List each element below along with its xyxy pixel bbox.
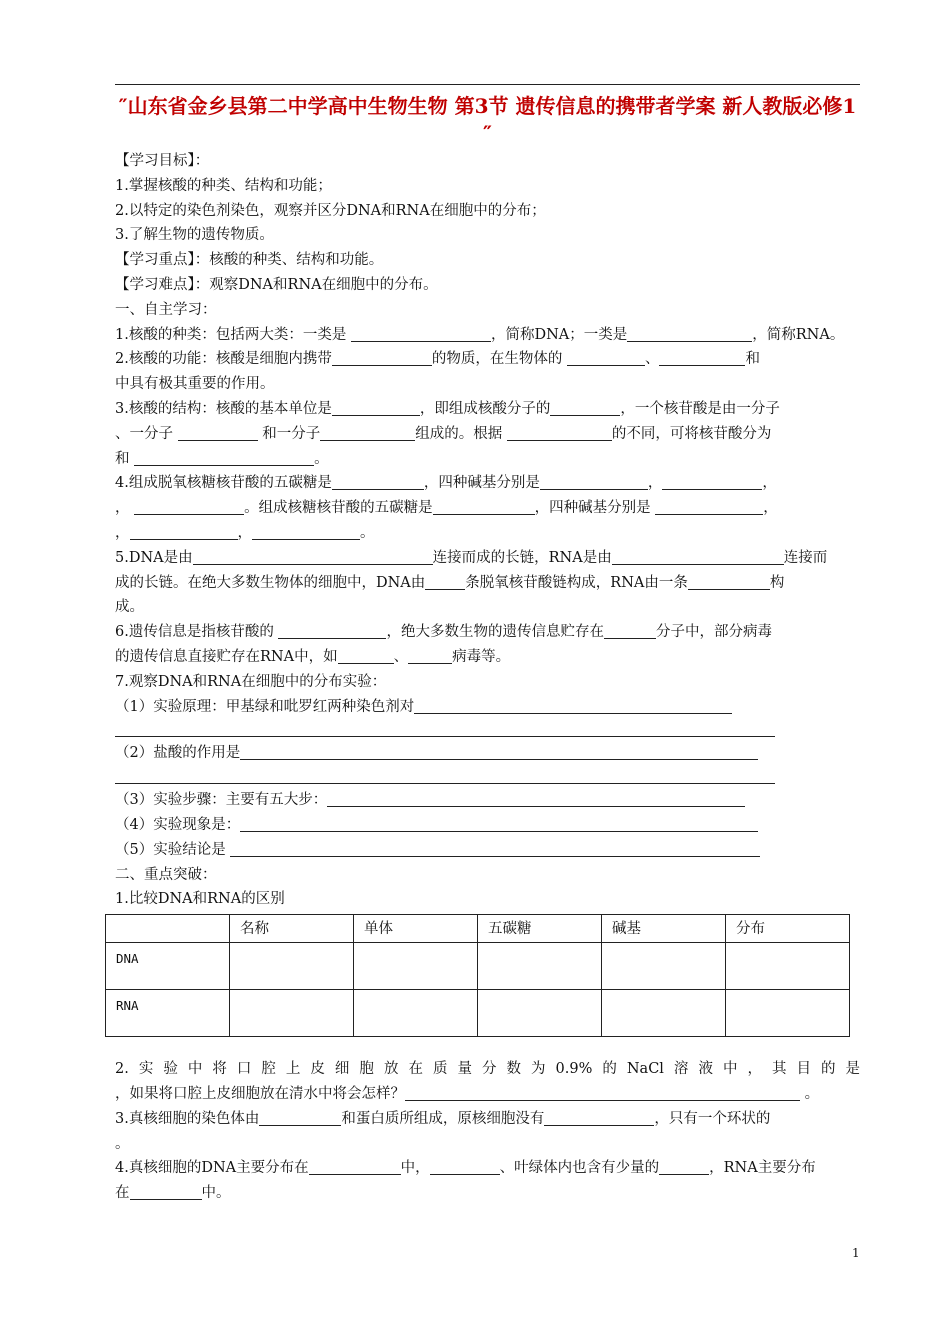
section-self-study: 一、自主学习： [115,301,217,318]
q4-text: 4.组成脱氧核糖核苷酸的五碳糖是 [115,475,332,492]
q4-text: ， [647,475,663,492]
q6-text: 分子中，部分病毒 [655,624,772,641]
q6-text: 病毒等。 [452,648,511,665]
q6-text: 6.遗传信息是指核苷酸的 [115,624,274,641]
answer-line[interactable] [115,719,775,737]
q2-text: 2.核酸的功能：核酸是细胞内携带 [115,351,332,368]
question-5-cont [115,571,860,596]
question-3-cont [115,422,860,447]
q3-text: 的不同，可将核苷酸分为 [611,425,772,442]
q3-text: 、一分子 [115,425,173,442]
answer-blank[interactable] [320,424,415,441]
answer-blank[interactable] [134,449,314,466]
question-3 [115,397,860,422]
q5-text: 连接而成的长链，RNA是由 [432,549,612,566]
q5-text: 成的长链。在绝大多数生物体的细胞中，DNA由 [115,574,426,591]
q7-acid [115,741,860,766]
q3-text: ，一个核苷酸是由一分子 [620,400,780,417]
q7-text: （1）实验原理：甲基绿和吡罗红两种染色剂对 [115,698,415,715]
answer-blank[interactable] [414,697,732,714]
question-5 [115,546,860,571]
row-label: RNA [106,990,230,1037]
q2-text: 和 [745,351,760,368]
q7-phenomenon [115,813,860,838]
q7-conclusion [115,838,860,863]
answer-blank[interactable] [240,815,758,832]
q7-text: （5）实验结论是 [115,841,226,858]
goal-item: 2.以特定的染色剂染色，观察并区分DNA和RNA在细胞中的分布； [115,202,546,219]
bq4-cont [115,1181,860,1206]
answer-line[interactable] [115,766,775,784]
question-2-cont: 中具有极其重要的作用。 [115,376,275,393]
table-cell[interactable] [478,990,602,1037]
q3-text: 。 [314,450,329,467]
answer-blank[interactable] [309,1158,401,1175]
compare-table [105,914,850,1037]
page-title: ″山东省金乡县第二中学高中生物生物 第3节 遗传信息的携带者学案 新人教版必修1 ″ [118,94,857,145]
bq2-text: ，如果将口腔上皮细胞放在清水中将会怎样？ [115,1085,405,1102]
answer-blank[interactable] [659,1158,709,1175]
answer-blank[interactable] [351,325,491,342]
q5-text: 连接而 [783,549,828,566]
answer-blank[interactable] [659,349,745,366]
key-points: 【学习重点】：核酸的种类、结构和功能。 [115,252,384,269]
q5-text: 构 [769,574,785,591]
table-header-row [106,915,850,943]
table-header-cell: 碱基 [602,915,726,943]
q4-text: 。组成核糖核苷酸的五碳糖是 [244,500,433,517]
worksheet-content [115,149,860,1206]
q4-text: ， [237,524,252,541]
table-header-cell: 五碳糖 [478,915,602,943]
bq3-text: 和蛋白质所组成，原核细胞没有 [341,1110,545,1127]
answer-blank[interactable] [130,1183,202,1200]
bq2-line2 [115,1082,860,1107]
answer-blank[interactable] [507,424,612,441]
answer-blank[interactable] [550,399,620,416]
q4-text: ，四种碱基分别是 [534,500,651,517]
answer-blank[interactable] [430,1158,500,1175]
q4-text: ， [762,475,777,492]
bq4-text: 4.真核细胞的DNA主要分布在 [115,1160,309,1177]
bq4-text: 中， [400,1160,430,1177]
bq2-line1: 2.实验中将口腔上皮细胞放在质量分数为0.9%的NaCl溶液中，其目的是 [115,1061,860,1078]
q6-text: 的遗传信息直接贮存在RNA中，如 [115,648,338,665]
answer-blank[interactable] [655,498,763,515]
question-4-cont [115,521,860,546]
q5-text: 条脱氧核苷酸链构成，RNA由一条 [465,574,688,591]
table-row [106,943,850,990]
section-goals-heading: 【学习目标】： [115,153,210,169]
difficult-points: 【学习难点】：观察DNA和RNA在细胞中的分布。 [115,276,438,293]
answer-blank[interactable] [544,1109,654,1126]
page-number: 1 [852,1246,860,1260]
question-5-cont: 成。 [115,599,144,616]
answer-blank[interactable] [327,790,745,807]
table-header-cell: 名称 [230,915,354,943]
table-cell[interactable] [602,990,726,1037]
q6-text: ，绝大多数生物的遗传信息贮存在 [386,624,604,641]
q7-text: （3）实验步骤：主要有五大步： [115,792,328,809]
table-cell[interactable] [478,943,602,990]
q4-text: 。 [360,524,375,541]
q7-steps [115,788,860,813]
table-cell[interactable] [230,990,354,1037]
q4-text: ， [763,500,778,517]
table-cell[interactable] [726,943,850,990]
q1-text: ，简称DNA；一类是 [490,326,628,343]
answer-blank[interactable] [405,1084,800,1101]
answer-blank[interactable] [425,573,465,590]
answer-blank[interactable] [433,498,535,515]
answer-blank[interactable] [259,1109,341,1126]
question-4-cont [115,496,860,521]
answer-blank[interactable] [230,840,760,857]
bq2-text: 。 [804,1085,820,1102]
bq4-text: ，RNA主要分布 [709,1160,816,1177]
table-header-cell: 分布 [726,915,850,943]
bq4-text: 、叶绿体内也含有少量的 [499,1160,660,1177]
q2-text: 、 [644,351,660,368]
answer-blank[interactable] [338,647,394,664]
q4-text: ，四种碱基分别是 [423,475,540,492]
bq3-cont: 。 [115,1135,130,1152]
goal-item: 3.了解生物的遗传物质。 [115,227,274,244]
table-cell[interactable] [354,943,478,990]
question-1 [115,323,860,348]
compare-heading: 1.比较DNA和RNA的区别 [115,891,285,908]
question-6 [115,620,860,645]
bq3-text: 3.真核细胞的染色体由 [115,1110,260,1127]
q7-text: （2）盐酸的作用是 [115,745,241,762]
question-3-cont [115,447,860,472]
q3-text: 和 [115,450,130,467]
answer-blank[interactable] [604,622,656,639]
bq4-text: 中。 [201,1185,231,1202]
answer-blank[interactable] [240,743,758,760]
q1-text: 1.核酸的种类：包括两大类：一类是 [115,326,347,343]
answer-blank[interactable] [567,349,645,366]
q6-text: 、 [393,648,409,665]
table-header-cell [106,915,230,943]
answer-blank[interactable] [332,349,432,366]
q3-text: 和一分子 [262,425,321,442]
q4-text: ， [115,524,130,541]
table-cell[interactable] [354,990,478,1037]
answer-blank[interactable] [332,473,424,490]
table-header-cell: 单体 [354,915,478,943]
question-4 [115,471,860,496]
section-key-breakthrough: 二、重点突破： [115,866,217,883]
answer-blank[interactable] [612,548,784,565]
bq3-line [115,1107,860,1132]
q2-text: 的物质，在生物体的 [431,351,563,368]
answer-blank[interactable] [134,498,244,515]
answer-blank[interactable] [627,325,752,342]
q3-text: 3.核酸的结构：核酸的基本单位是 [115,400,332,417]
answer-blank[interactable] [540,473,648,490]
question-2 [115,347,860,372]
answer-blank[interactable] [408,647,452,664]
q3-text: ，即组成核酸分子的 [419,400,551,417]
q7-text: （4）实验现象是： [115,816,241,833]
q4-text: ， [115,500,130,517]
answer-blank[interactable] [332,399,420,416]
table-cell[interactable] [726,990,850,1037]
bq4-text: 在 [115,1185,130,1202]
answer-blank[interactable] [130,523,238,540]
q7-principle [115,695,860,720]
row-label: DNA [106,943,230,990]
q3-text: 组成的。根据 [415,425,503,442]
bq4-line [115,1156,860,1181]
q1-text: ，简称RNA。 [752,326,845,343]
answer-blank[interactable] [688,573,770,590]
goal-item: 1.掌握核酸的种类、结构和功能； [115,177,332,194]
answer-blank[interactable] [252,523,360,540]
answer-blank[interactable] [662,473,762,490]
table-cell[interactable] [230,943,354,990]
q5-text: 5.DNA是由 [115,549,193,566]
bq3-text: ，只有一个环状的 [654,1110,771,1127]
table-row [106,990,850,1037]
question-6-cont [115,645,860,670]
answer-blank[interactable] [193,548,433,565]
answer-blank[interactable] [178,424,258,441]
question-7: 7.观察DNA和RNA在细胞中的分布实验： [115,673,387,690]
table-cell[interactable] [602,943,726,990]
answer-blank[interactable] [278,622,386,639]
header-rule [115,84,860,85]
